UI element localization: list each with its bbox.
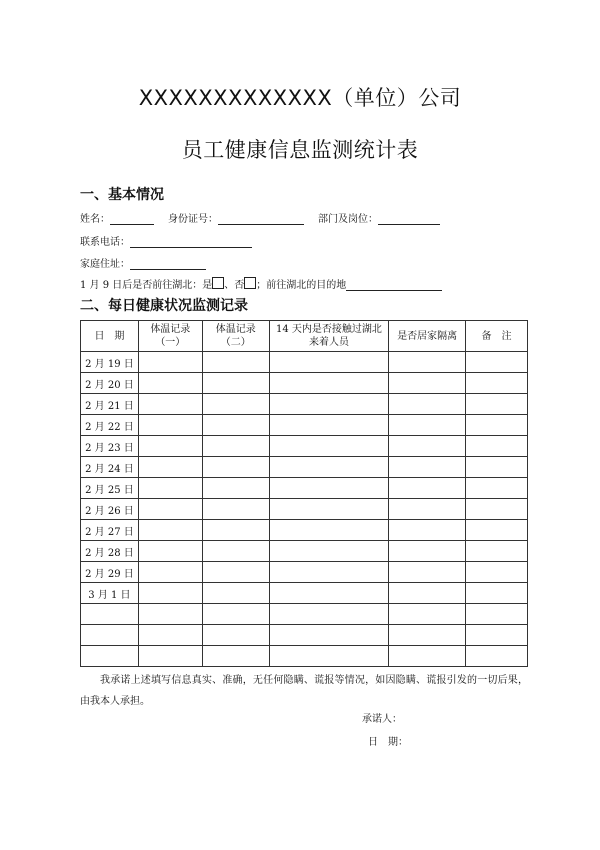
temp-1-cell[interactable] — [138, 520, 202, 541]
temp-1-cell[interactable] — [138, 352, 202, 373]
col-date: 日 期 — [81, 321, 139, 352]
notes-cell[interactable] — [466, 478, 528, 499]
contact-cell[interactable] — [269, 394, 389, 415]
isolation-cell[interactable] — [389, 604, 466, 625]
contact-cell[interactable] — [269, 646, 389, 667]
date-cell: 2 月 23 日 — [81, 436, 139, 457]
contact-cell[interactable] — [269, 562, 389, 583]
temp-1-cell[interactable] — [138, 373, 202, 394]
table-row — [81, 499, 528, 520]
date-cell: 2 月 20 日 — [81, 373, 139, 394]
no-checkbox[interactable] — [244, 277, 256, 289]
table-row — [81, 478, 528, 499]
isolation-cell[interactable] — [389, 436, 466, 457]
temp-2-cell[interactable] — [202, 520, 269, 541]
isolation-cell[interactable] — [389, 499, 466, 520]
temp-1-cell[interactable] — [138, 499, 202, 520]
isolation-cell[interactable] — [389, 394, 466, 415]
notes-cell[interactable] — [466, 541, 528, 562]
date-label: 日 期： — [368, 737, 408, 748]
temp-2-cell[interactable] — [202, 646, 269, 667]
date-cell — [81, 625, 139, 646]
date-cell: 2 月 29 日 — [81, 562, 139, 583]
temp-2-cell[interactable] — [202, 436, 269, 457]
contact-cell[interactable] — [269, 625, 389, 646]
contact-cell[interactable] — [269, 583, 389, 604]
id-field[interactable] — [218, 214, 304, 225]
notes-cell[interactable] — [466, 625, 528, 646]
col-notes: 备 注 — [466, 321, 528, 352]
table-row — [81, 373, 528, 394]
temp-2-cell[interactable] — [202, 604, 269, 625]
contact-cell[interactable] — [269, 373, 389, 394]
phone-field[interactable] — [130, 237, 252, 248]
table-row — [81, 604, 528, 625]
isolation-cell[interactable] — [389, 415, 466, 436]
col-temp-1: 体温记录 （一） — [138, 321, 202, 352]
temp-1-cell[interactable] — [138, 457, 202, 478]
basic-row-1 — [80, 210, 454, 225]
temp-1-cell[interactable] — [138, 583, 202, 604]
travel-destination-label: ；前往湖北的目的地 — [256, 280, 347, 291]
company-title: XXXXXXXXXXXXX（单位）公司 — [138, 86, 462, 110]
table-row — [81, 625, 528, 646]
notes-cell[interactable] — [466, 646, 528, 667]
table-row — [81, 415, 528, 436]
temp-1-cell[interactable] — [138, 646, 202, 667]
isolation-cell[interactable] — [389, 520, 466, 541]
temp-1-cell[interactable] — [138, 478, 202, 499]
isolation-cell[interactable] — [389, 625, 466, 646]
basic-row-3 — [80, 255, 220, 270]
form-title: 员工健康信息监测统计表 — [181, 138, 419, 162]
date-cell: 2 月 26 日 — [81, 499, 139, 520]
temp-2-cell[interactable] — [202, 415, 269, 436]
temp-2-cell[interactable] — [202, 352, 269, 373]
temp-1-cell[interactable] — [138, 394, 202, 415]
phone-label: 联系电话： — [80, 237, 130, 248]
contact-cell[interactable] — [269, 436, 389, 457]
address-field[interactable] — [130, 259, 206, 270]
temp-2-cell[interactable] — [202, 457, 269, 478]
date-cell: 2 月 27 日 — [81, 520, 139, 541]
basic-info-heading: 一、基本情况 — [80, 187, 164, 203]
notes-cell[interactable] — [466, 583, 528, 604]
notes-cell[interactable] — [466, 499, 528, 520]
pledge-text: 我承诺上述填写信息真实、准确，无任何隐瞒、谎报等情况，如因隐瞒、谎报引发的一切后果，由我本人承担。 — [80, 675, 528, 707]
date-cell: 3 月 1 日 — [81, 583, 139, 604]
col-isolation: 是否居家隔离 — [389, 321, 466, 352]
temp-2-cell[interactable] — [202, 478, 269, 499]
travel-question: 1 月 9 日后是否前往湖北：是 — [80, 280, 213, 291]
date-cell: 2 月 28 日 — [81, 541, 139, 562]
date-cell — [81, 646, 139, 667]
temp-2-cell[interactable] — [202, 583, 269, 604]
table-row — [81, 520, 528, 541]
temp-2-cell[interactable] — [202, 541, 269, 562]
date-cell: 2 月 22 日 — [81, 415, 139, 436]
destination-field[interactable] — [346, 280, 442, 291]
name-field[interactable] — [110, 214, 154, 225]
table-row — [81, 583, 528, 604]
table-row — [81, 646, 528, 667]
isolation-cell[interactable] — [389, 352, 466, 373]
basic-row-4 — [80, 276, 442, 291]
dept-label: 部门及岗位： — [318, 214, 378, 225]
date-cell — [81, 604, 139, 625]
col-temp-2: 体温记录 （二） — [202, 321, 269, 352]
table-row — [81, 541, 528, 562]
isolation-cell[interactable] — [389, 583, 466, 604]
travel-no-label: 、否 — [224, 280, 245, 291]
date-cell: 2 月 21 日 — [81, 394, 139, 415]
temp-2-cell[interactable] — [202, 499, 269, 520]
isolation-cell[interactable] — [389, 541, 466, 562]
isolation-cell[interactable] — [389, 562, 466, 583]
date-cell: 2 月 19 日 — [81, 352, 139, 373]
contact-cell[interactable] — [269, 478, 389, 499]
notes-cell[interactable] — [466, 562, 528, 583]
contact-cell[interactable] — [269, 415, 389, 436]
temp-1-cell[interactable] — [138, 604, 202, 625]
contact-cell[interactable] — [269, 541, 389, 562]
name-label: 姓名： — [80, 214, 110, 225]
monitor-table — [80, 320, 528, 667]
notes-cell[interactable] — [466, 394, 528, 415]
table-header-row — [81, 321, 528, 352]
isolation-cell[interactable] — [389, 478, 466, 499]
date-cell: 2 月 25 日 — [81, 478, 139, 499]
isolation-cell[interactable] — [389, 373, 466, 394]
temp-2-cell[interactable] — [202, 373, 269, 394]
contact-cell[interactable] — [269, 499, 389, 520]
table-row — [81, 457, 528, 478]
notes-cell[interactable] — [466, 352, 528, 373]
monitor-heading: 二、每日健康状况监测记录 — [80, 298, 248, 314]
temp-1-cell[interactable] — [138, 436, 202, 457]
table-row — [81, 394, 528, 415]
table-row — [81, 436, 528, 457]
table-row — [81, 352, 528, 373]
table-row — [81, 562, 528, 583]
address-label: 家庭住址： — [80, 259, 130, 270]
signer-label: 承诺人： — [362, 714, 402, 725]
notes-cell[interactable] — [466, 436, 528, 457]
notes-cell[interactable] — [466, 520, 528, 541]
contact-cell[interactable] — [269, 352, 389, 373]
temp-2-cell[interactable] — [202, 394, 269, 415]
isolation-cell[interactable] — [389, 457, 466, 478]
contact-cell[interactable] — [269, 457, 389, 478]
temp-1-cell[interactable] — [138, 562, 202, 583]
temp-2-cell[interactable] — [202, 625, 269, 646]
basic-row-2 — [80, 233, 266, 248]
notes-cell[interactable] — [466, 604, 528, 625]
temp-1-cell[interactable] — [138, 625, 202, 646]
notes-cell[interactable] — [466, 415, 528, 436]
notes-cell[interactable] — [466, 373, 528, 394]
contact-cell[interactable] — [269, 520, 389, 541]
date-cell: 2 月 24 日 — [81, 457, 139, 478]
temp-1-cell[interactable] — [138, 415, 202, 436]
notes-cell[interactable] — [466, 457, 528, 478]
temp-1-cell[interactable] — [138, 541, 202, 562]
isolation-cell[interactable] — [389, 646, 466, 667]
contact-cell[interactable] — [269, 604, 389, 625]
id-label: 身份证号： — [168, 214, 218, 225]
col-contact: 14 天内是否接触过湖北 来着人员 — [269, 321, 389, 352]
temp-2-cell[interactable] — [202, 562, 269, 583]
dept-field[interactable] — [378, 214, 440, 225]
yes-checkbox[interactable] — [212, 277, 224, 289]
